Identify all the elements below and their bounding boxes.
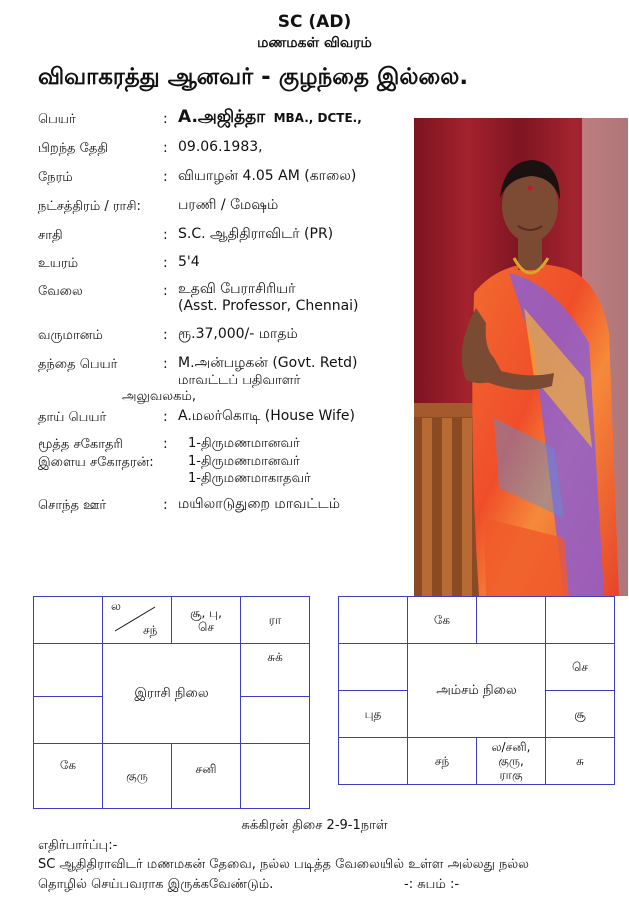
moon-text: சந் [143, 623, 158, 637]
rasi-cell: குரு [103, 744, 172, 809]
rasi-cell: ரா [241, 597, 310, 644]
dasa-balance: சுக்கிரன் திசை 2-9-1நாள் [241, 818, 388, 833]
father-label: தந்தை பெயர் [38, 357, 118, 372]
amsam-cell [339, 644, 408, 691]
rasi-chart [33, 596, 310, 809]
name-value [178, 107, 362, 129]
amsam-cell [546, 597, 615, 644]
amsam-cell: கே [408, 597, 477, 644]
expectation-label: எதிர்பார்ப்பு:- [38, 838, 118, 853]
colon: : [163, 327, 168, 343]
amsam-cell: சு [546, 738, 615, 785]
colon: : [163, 140, 168, 156]
header-code: SC (AD) [277, 12, 352, 32]
rasi-cell-text-1: சூ, பு, [190, 606, 222, 620]
header-subtitle: மணமகள் விவரம் [257, 35, 372, 51]
rasi-cell: சுக் [241, 644, 310, 697]
amsam-cell: சூ [546, 691, 615, 738]
star-value: பரணி / மேஷம் [178, 197, 279, 213]
name-degrees: MBA., DCTE., [273, 111, 362, 125]
bride-photo-illustration [414, 118, 628, 596]
amsam-cell-text-3: ராகு [499, 768, 523, 782]
rasi-cell [241, 697, 310, 744]
amsam-cell: சந் [408, 738, 477, 785]
father-value: M.அன்பழகன் (Govt. Retd) [178, 355, 358, 371]
colon: : [163, 356, 168, 372]
income-label: வருமானம் [38, 328, 103, 343]
rasi-cell-text-2: செ [198, 620, 214, 634]
amsam-cell-text-1: ல/சனி, [491, 740, 531, 754]
closing-text: -: சுபம் :- [404, 877, 460, 892]
amsam-cell-text-2: குரு, [498, 754, 524, 768]
elder-sister-value: 1-திருமணமானவர் [188, 436, 300, 451]
dob-label: பிறந்த தேதி [38, 141, 108, 156]
caste-value: S.C. ஆதிதிராவிடர் (PR) [178, 226, 334, 242]
height-value: 5'4 [178, 254, 200, 270]
native-value: மயிலாடுதுறை மாவட்டம் [178, 496, 340, 512]
job-label: வேலை [38, 284, 83, 299]
lagna-text: ல [111, 599, 121, 613]
colon: : [163, 111, 168, 127]
colon: : [163, 283, 168, 299]
name-text: A.அஜித்தா [178, 107, 266, 127]
time-value: வியாழன் 4.05 AM (காலை) [178, 168, 357, 184]
younger-brother-label: இளைய சகோதரன்: [38, 455, 154, 470]
father-office-2: அலுவலகம், [122, 389, 196, 404]
rasi-cell: சனி [172, 744, 241, 809]
job-value-detail: (Asst. Professor, Chennai) [178, 298, 359, 314]
rasi-cell: கே [34, 744, 103, 809]
colon: : [163, 436, 168, 452]
height-label: உயரம் [38, 256, 79, 271]
rasi-cell [172, 597, 241, 644]
mother-label: தாய் பெயர் [38, 410, 107, 425]
dob-value: 09.06.1983, [178, 139, 263, 155]
younger-brother-value: 1-திருமணமானவர் [188, 454, 300, 469]
amsam-cell [477, 738, 546, 785]
page-title: விவாகரத்து ஆனவர் - குழந்தை இல்லை. [38, 64, 469, 90]
colon: : [163, 255, 168, 271]
caste-label: சாதி [38, 228, 63, 243]
native-label: சொந்த ஊர் [38, 498, 107, 513]
income-value: ரூ.37,000/- மாதம் [178, 326, 298, 342]
star-label: நட்சத்திரம் / ராசி: [38, 199, 141, 214]
mother-value: A.மலர்கொடி (House Wife) [178, 408, 355, 424]
amsam-chart [338, 596, 615, 785]
expectation-line-2: தொழில் செய்பவராக இருக்கவேண்டும். [38, 877, 274, 892]
rasi-cell [34, 597, 103, 644]
colon: : [163, 497, 168, 513]
colon: : [163, 409, 168, 425]
amsam-center-label: அம்சம் நிலை [408, 644, 546, 738]
rasi-cell [34, 697, 103, 744]
rasi-cell [241, 744, 310, 809]
bride-photo [414, 118, 628, 596]
amsam-cell [339, 597, 408, 644]
father-office: மாவட்டப் பதிவாளர் [178, 373, 301, 388]
expectation-line-1: SC ஆதிதிராவிடர் மணமகன் தேவை, நல்ல படித்த வேலையில் உள்ள அல்லது நல்ல [38, 857, 529, 872]
time-label: நேரம் [38, 170, 73, 185]
amsam-cell [339, 738, 408, 785]
name-label: பெயர் [38, 112, 76, 127]
amsam-cell: செ [546, 644, 615, 691]
job-value: உதவி பேராசிரியர் [178, 281, 296, 297]
elder-sister-label: மூத்த சகோதரி [38, 437, 123, 452]
colon: : [163, 169, 168, 185]
rasi-center-label: இராசி நிலை [103, 644, 241, 744]
amsam-cell: புத [339, 691, 408, 738]
amsam-cell [477, 597, 546, 644]
younger-brother-value-2: 1-திருமணமாகாதவர் [188, 471, 311, 486]
rasi-cell [34, 644, 103, 697]
rasi-cell-lagna-moon [103, 597, 172, 644]
colon: : [163, 227, 168, 243]
